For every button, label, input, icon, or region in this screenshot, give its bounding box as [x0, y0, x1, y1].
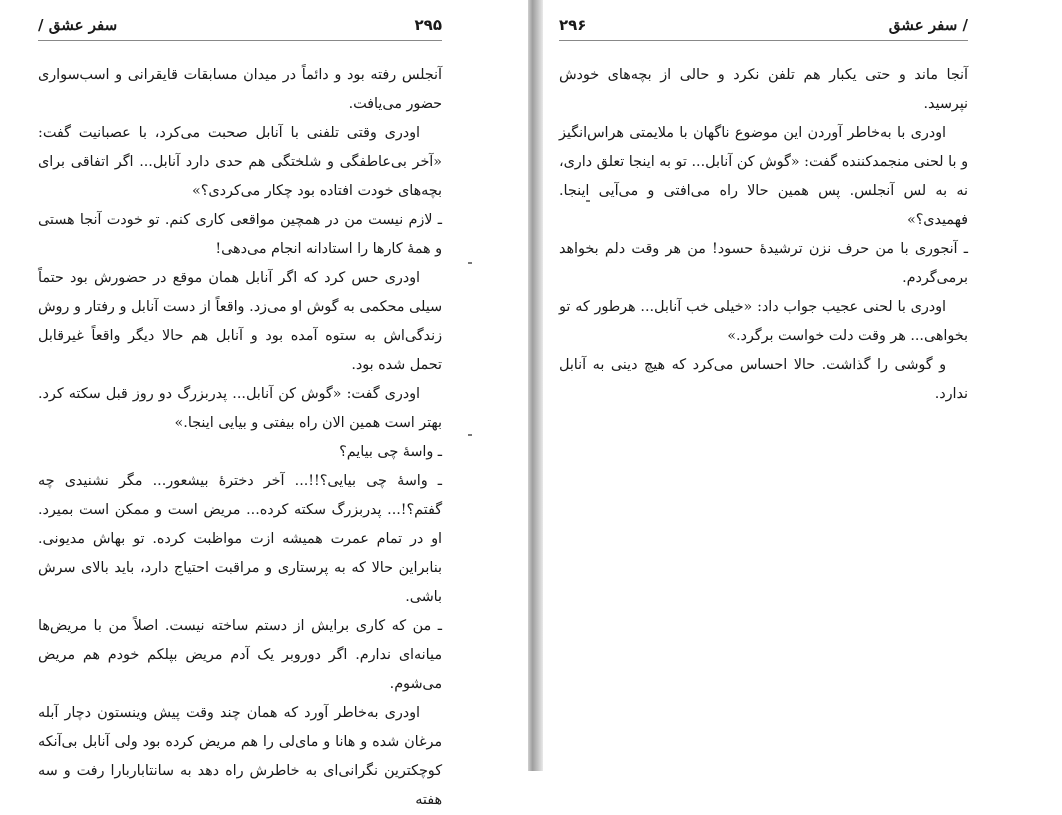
left-page-header — [38, 14, 442, 41]
paragraph: و گوشی را گذاشت. حالا احساس می‌کرد که هیچ دینی به آنابل ندارد. — [559, 357, 968, 402]
margin-mark — [468, 262, 472, 264]
paragraph: اودری با به‌خاطر آوردن این موضوع ناگهان با ملایمتی هراس‌انگیز و با لحنی منجمدکننده گفت: «گوش کن آنابل... تو به اینجا تعلق داری، نه به لس آنجلس. پس همین حالا راه می‌افتی و می‌آیی اینجا. فهمیدی؟» — [559, 125, 968, 228]
paragraph: ـ لازم نیست من در همچین مواقعی کاری کنم. تو خودت آنجا هستی و همهٔ کارها را استادانه انجام می‌دهی! — [38, 212, 442, 257]
paragraph: ـ آنجوری با من حرف نزن ترشیدهٔ حسود! من هر وقت دلم بخواهد برمی‌گردم. — [559, 241, 968, 286]
paragraph: اودری با لحنی عجیب جواب داد: «خیلی خب آنابل... هرطور که تو بخواهی... هر وقت دلت خواست برگرد.» — [559, 299, 968, 344]
paragraph: آنجا ماند و حتی یکبار هم تلفن نکرد و حالی از بچه‌های خودش نپرسید. — [559, 67, 968, 112]
paragraph: اودری به‌خاطر آورد که همان چند وقت پیش وینستون دچار آبله مرغان شده و هانا و مای‌لی را هم مریض کرده بود ولی آنابل بی‌آنکه کوچکترین نگرانی‌ای به خاطرش راه دهد به سانتاباربارا رفت و سه هفته — [38, 705, 443, 808]
paragraph: اودری گفت: «گوش کن آنابل... پدربزرگ دو روز قبل سکته کرد. بهتر است همین الان راه بیفتی و بیایی اینجا.» — [38, 386, 442, 431]
book-gutter — [528, 0, 543, 771]
paragraph: ـ من که کاری برایش از دستم ساخته نیست. اصلاً من با مریض‌ها میانه‌ای ندارم. اگر دوروبر یک آدم مریض بپلکم خودم هم مریض می‌شوم. — [38, 618, 443, 692]
paragraph: ـ واسهٔ چی بیایم؟ — [339, 444, 442, 460]
left-page-body — [38, 61, 442, 815]
paragraph: ـ واسهٔ چی بیایی؟!!... آخر دخترهٔ بیشعور... مگر نشنیدی چه گفتم؟!... پدربزرگ سکته کرده... مریض است و ممکن است بمیرد. او در تمام عمرت همیشه ازت مواظبت کرده. تو بهاش مدیونی. بنابراین حالا که به پرستاری و مراقبت احتیاج دارد، باید بالای سرش باشی. — [38, 473, 442, 605]
left-page-number: ۲۹۵ — [414, 16, 442, 34]
right-page-number: ۲۹۶ — [559, 16, 587, 34]
right-page-title: / سفر عشق — [888, 16, 968, 34]
right-page-header — [559, 14, 968, 41]
left-page — [0, 0, 528, 808]
right-page-body — [559, 61, 968, 409]
right-page — [543, 0, 1062, 771]
margin-mark — [468, 434, 472, 436]
paragraph: اودری حس کرد که اگر آنابل همان موقع در حضورش بود حتماً سیلی محکمی به گوش او می‌زد. واقعاً از دست آنابل و رفتار و روش زندگی‌اش به ستوه آمده بود و آنابل هم حالا دیگر واقعاً غیرقابل تحمل شده بود. — [38, 270, 442, 373]
left-page-title: سفر عشق / — [38, 16, 118, 34]
paragraph: آنجلس رفته بود و دائماً در میدان مسابقات قایقرانی و اسب‌سواری حضور می‌یافت. — [38, 67, 442, 112]
paragraph: اودری وقتی تلفنی با آنابل صحبت می‌کرد، با عصبانیت گفت: «آخر بی‌عاطفگی و شلختگی هم حدی دارد آنابل... اگر اتفاقی برای بچه‌های خودت افتاده بود چکار می‌کردی؟» — [38, 125, 442, 199]
margin-mark — [586, 200, 590, 202]
